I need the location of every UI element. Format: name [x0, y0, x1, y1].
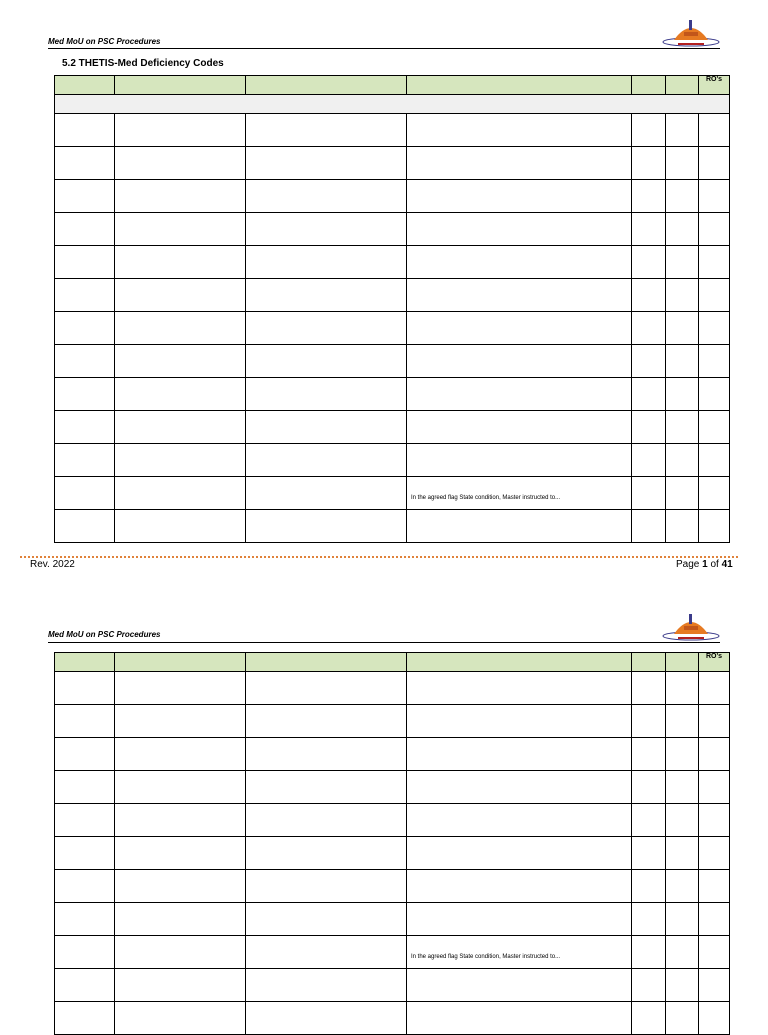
header-cell: [666, 653, 699, 672]
table-row: [55, 114, 730, 147]
header-cell: [407, 76, 632, 95]
header-cell: [407, 653, 632, 672]
note-cell: [407, 477, 632, 510]
header-cell: [666, 76, 699, 95]
category-band-row: [55, 95, 730, 114]
header-cell-ros: [699, 653, 730, 672]
table-row: [55, 705, 730, 738]
header-cell-ros: [699, 76, 730, 95]
page-current: 1: [702, 559, 708, 570]
table-row: [55, 1002, 730, 1035]
page1-header-text: Med MoU on PSC Procedures: [48, 37, 161, 46]
note-cell: [407, 936, 632, 969]
header-cell: [115, 653, 246, 672]
page2-mou-logo: [660, 608, 722, 642]
note-text: In the agreed flag State condition, Master instructed to...: [411, 495, 561, 501]
table-row: [55, 444, 730, 477]
table-row: [55, 345, 730, 378]
header-cell: [246, 653, 407, 672]
page2-header-text: Med MoU on PSC Procedures: [48, 630, 161, 639]
page1-section-title: 5.2 THETIS-Med Deficiency Codes: [62, 58, 224, 69]
table-row: [55, 738, 730, 771]
revision-label: Rev. 2022: [30, 559, 75, 570]
table-row: [55, 246, 730, 279]
page2-header-rule: [48, 642, 720, 643]
table-row: [55, 837, 730, 870]
header-cell: [55, 653, 115, 672]
table-row: [55, 936, 730, 969]
header-cell: [632, 653, 666, 672]
header-cell: [115, 76, 246, 95]
header-cell: [632, 76, 666, 95]
table-row: [55, 180, 730, 213]
header-cell: [246, 76, 407, 95]
page1-footer-rule: [20, 556, 738, 558]
table-row: [55, 903, 730, 936]
table-row: [55, 312, 730, 345]
table-row: [55, 672, 730, 705]
page-number: Page 1 of 41: [676, 559, 733, 570]
category-band-cell: [55, 95, 730, 114]
table-header-row: [55, 653, 730, 672]
table-row: [55, 378, 730, 411]
table-row: [55, 147, 730, 180]
page1-mou-logo: [660, 14, 722, 48]
header-cell: [55, 76, 115, 95]
table-row: [55, 213, 730, 246]
table-row: [55, 771, 730, 804]
page1-header-rule: [48, 48, 720, 49]
note-text: In the agreed flag State condition, Master instructed to...: [411, 954, 561, 960]
table-row: [55, 279, 730, 312]
table-row: [55, 477, 730, 510]
table-row: [55, 870, 730, 903]
table-header-row: [55, 76, 730, 95]
table-row: [55, 804, 730, 837]
page2-deficiency-table: [54, 652, 730, 1035]
page-total: 41: [721, 559, 733, 570]
ros-column-label: RO's: [705, 76, 723, 83]
table-row: [55, 969, 730, 1002]
table-row: [55, 510, 730, 543]
page1-deficiency-table: [54, 75, 730, 543]
table-row: [55, 411, 730, 444]
ros-column-label: RO's: [705, 653, 723, 660]
